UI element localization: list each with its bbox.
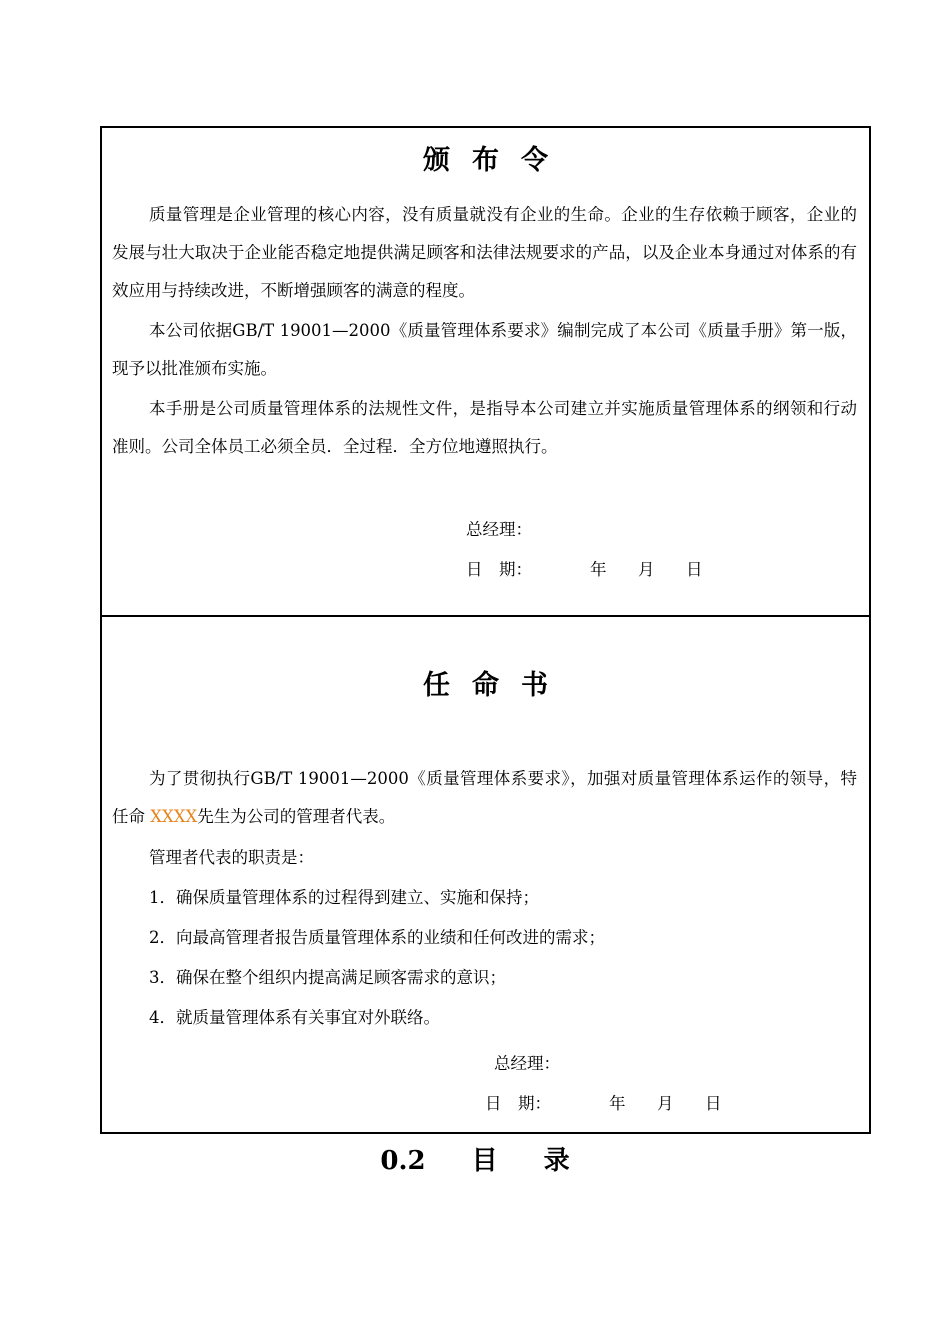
appointment-section	[100, 615, 871, 1134]
appointment-text-after: 先生为公司的管理者代表。	[197, 807, 396, 826]
appointment-month-label: 月	[657, 1094, 674, 1113]
appointment-date-label: 日 期：	[485, 1094, 551, 1113]
appointment-title: 任命书	[423, 670, 570, 701]
decree-paragraph-3: 本手册是公司质量管理体系的法规性文件，是指导本公司建立并实施质量管理体系的纲领和行动准则。公司全体员工必须全员．全过程．全方位地遵照执行。	[112, 399, 857, 456]
toc-title-char-1: 目	[471, 1146, 498, 1176]
decree-paragraph-1: 质量管理是企业管理的核心内容，没有质量就没有企业的生命。企业的生存依赖于顾客，企业的发展与壮大取决于企业能否稳定地提供满足顾客和法律法规要求的产品，以及企业本身通过对体系的有效应用与持续改进，不断增强顾客的满意的程度。	[112, 205, 857, 300]
duty-item-4: 4．就质量管理体系有关事宜对外联络。	[149, 1008, 440, 1027]
duties-heading: 管理者代表的职责是：	[149, 848, 314, 867]
decree-section	[100, 126, 871, 617]
decree-title: 颁布令	[423, 145, 570, 176]
toc-number: 0.2	[380, 1146, 426, 1176]
appointment-text-before: 为了贯彻执行GB/T 19001—2000《质量管理体系要求》，加强对质量管理体系运作的领导，特任命	[112, 769, 857, 826]
appointment-year-label: 年	[609, 1094, 626, 1113]
decree-gm-label: 总经理：	[466, 520, 532, 539]
duty-item-3: 3．确保在整个组织内提高满足顾客需求的意识；	[149, 968, 506, 987]
appointee-placeholder: XXXX	[150, 807, 198, 826]
toc-heading	[0, 1140, 950, 1177]
decree-month-label: 月	[638, 560, 655, 579]
appointment-paragraph	[112, 760, 857, 836]
decree-year-label: 年	[590, 560, 607, 579]
appointment-day-label: 日	[705, 1094, 722, 1113]
appointment-gm-label: 总经理：	[494, 1054, 560, 1073]
duty-item-2: 2．向最高管理者报告质量管理体系的业绩和任何改进的需求；	[149, 928, 605, 947]
decree-paragraph-2: 本公司依据GB/T 19001—2000《质量管理体系要求》编制完成了本公司《质量手册》第一版，现予以批准颁布实施。	[112, 321, 857, 378]
decree-date-label: 日 期：	[466, 560, 532, 579]
duty-item-1: 1．确保质量管理体系的过程得到建立、实施和保持；	[149, 888, 539, 907]
toc-title-char-2: 录	[543, 1146, 570, 1176]
decree-day-label: 日	[686, 560, 703, 579]
